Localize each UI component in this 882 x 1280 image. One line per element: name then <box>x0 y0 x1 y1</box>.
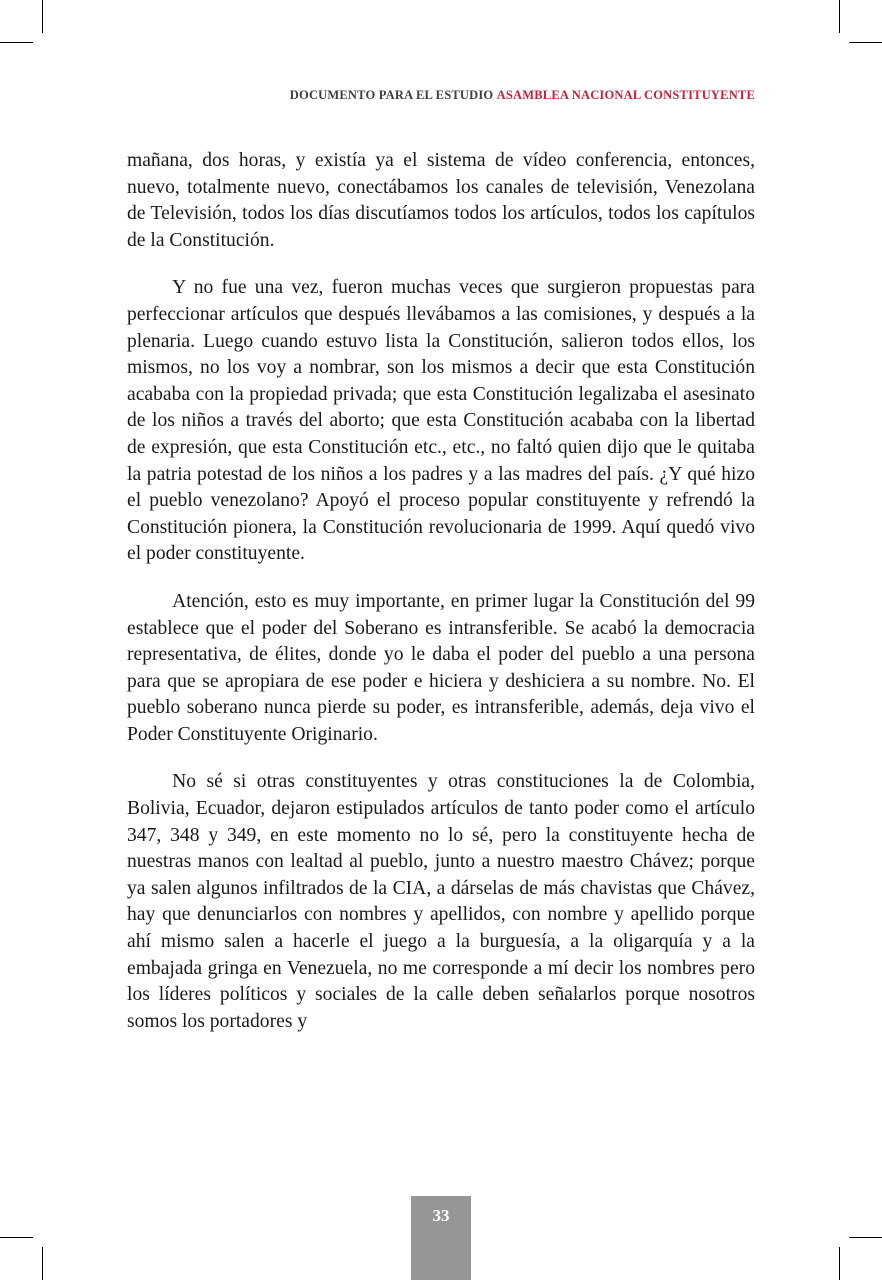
crop-mark-top-left-horizontal <box>0 42 33 43</box>
paragraph-2: Y no fue una vez, fueron muchas veces que surgieron propuestas para perfeccionar artículos que después llevábamos a las comisiones, y después a la plenaria. Luego cuando estuvo lista la Constitución, salieron todos ellos, los mismos, no los voy a nombrar, son los mismos a decir que esta Constitución acababa con la propiedad privada; que esta Constitución legalizaba el asesinato de los niños a través del aborto; que esta Constitución acababa con la libertad de expresión, que esta Constitución etc., etc., no faltó quien dijo que le quitaba la patria potestad de los niños a los padres y a las madres del país. ¿Y qué hizo el pueblo venezolano? Apoyó el proceso popular constituyente y refrendó la Constitución pionera, la Constitución revolucionaria de 1999. Aquí quedó vivo el poder constituyente. <box>127 277 755 565</box>
crop-mark-bottom-left-vertical <box>42 1247 43 1280</box>
crop-mark-top-right-horizontal <box>849 42 882 43</box>
page-number: 33 <box>432 1206 450 1225</box>
crop-mark-bottom-left-horizontal <box>0 1237 33 1238</box>
crop-mark-bottom-right-vertical <box>839 1247 840 1280</box>
crop-mark-top-left-vertical <box>42 0 43 33</box>
crop-mark-bottom-right-horizontal <box>849 1237 882 1238</box>
crop-mark-top-right-vertical <box>839 0 840 33</box>
page-number-box <box>411 1196 471 1280</box>
paragraph-1: mañana, dos horas, y existía ya el sistema de vídeo conferencia, entonces, nuevo, totalmente nuevo, conectábamos los canales de televisión, Venezolana de Televisión, todos los días discutíamos todos los artículos, todos los capítulos de la Constitución. <box>127 150 755 251</box>
running-head-document-label: DOCUMENTO PARA EL ESTUDIO <box>289 88 494 102</box>
running-head-assembly-label: ASAMBLEA NACIONAL CONSTITUYENTE <box>496 88 755 102</box>
paragraph-3: Atención, esto es muy importante, en primer lugar la Constitución del 99 establece que el poder del Soberano es intransferible. Se acabó la democracia representativa, de élites, donde yo le daba el poder del pueblo a una persona para que se apropiara de ese poder e hiciera y deshiciera a su nombre. No. El pueblo soberano nunca pierde su poder, es intransferible, además, deja vivo el Poder Constituyente Originario. <box>127 590 755 745</box>
paragraph-4: No sé si otras constituyentes y otras constituciones la de Colombia, Bolivia, Ecuador, dejaron estipulados artículos de tanto poder como el artículo 347, 348 y 349, en este momento no lo sé, pero la constituyente hecha de nuestras manos con lealtad al pueblo, junto a nuestro maestro Chávez; porque ya salen algunos infiltrados de la CIA, a dárselas de más chavistas que Chávez, hay que denunciarlos con nombres y apellidos, con nombre y apellido porque ahí mismo salen a hacerle el juego a la burguesía, a la oligarquía y a la embajada gringa en Venezuela, no me corresponde a mí decir los nombres pero los líderes políticos y sociales de la calle deben señalarlos porque nosotros somos los portadores y <box>127 771 755 1032</box>
body-text-column <box>127 148 755 1035</box>
running-head <box>127 88 755 103</box>
